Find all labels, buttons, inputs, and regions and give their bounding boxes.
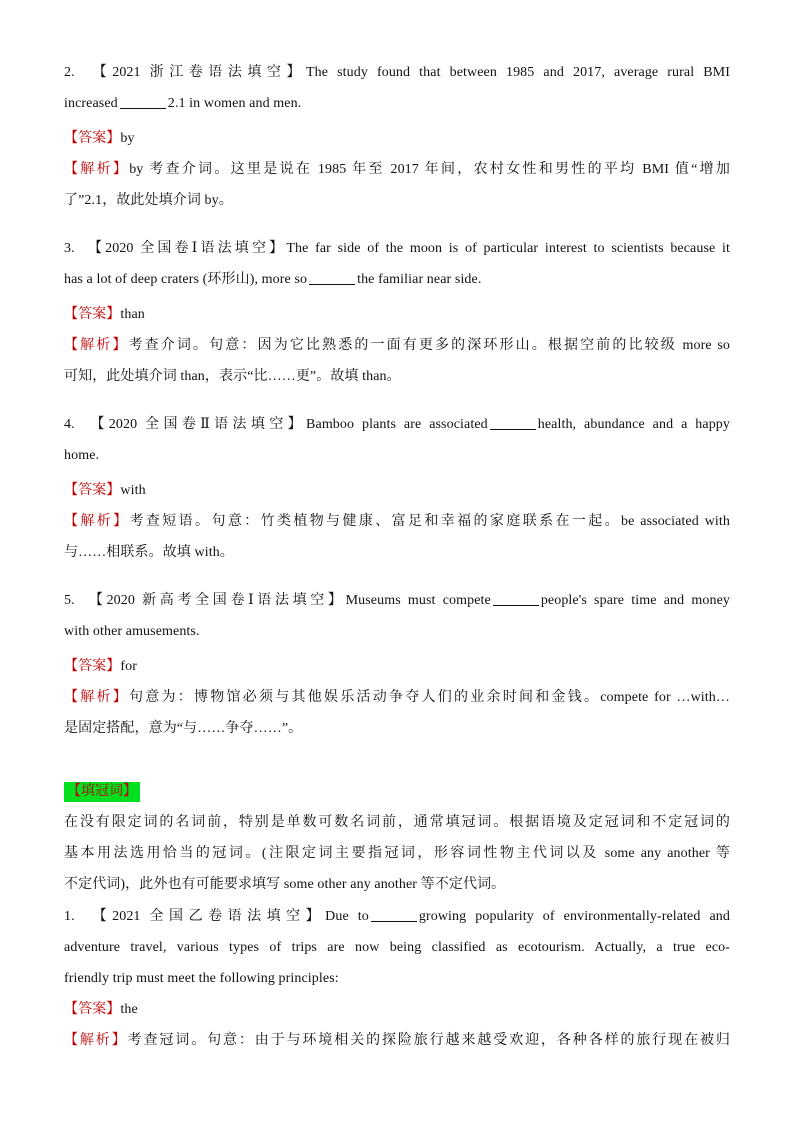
article-intro-line-3: 不定代词)，此外也有可能要求填写 some other any another 等不定代词。 [64, 877, 506, 892]
explanation-2-line-2: 了”2.1，故此处填介词 by。 [64, 193, 233, 208]
explanation-2-line-1: 【解析】by 考查介词。这里是说在 1985 年至 2017 年间，农村女性和男性的平均 BMI 值“增加 [64, 162, 731, 177]
article-intro-line-2: 基本用法选用恰当的冠词。(注限定词主要指冠词，形容词性物主代词以及 some any another 等 [64, 846, 730, 861]
answer-3: 【答案】than [64, 307, 145, 322]
question-3-line-1: 3. 【2020 全国卷Ⅰ语法填空】The far side of the moon is of particular interest to scientists because it [64, 241, 730, 256]
question-2-line-1: 2. 【2021 浙江卷语法填空】The study found that between 1985 and 2017, average rural BMI [64, 65, 730, 80]
explanation-5-line-1: 【解析】句意为：博物馆必须与其他娱乐活动争夺人们的业余时间和金钱。compete for …with… [64, 690, 730, 705]
question-article-1-line-3: friendly trip must meet the following principles: [64, 971, 339, 986]
question-3-line-2: has a lot of deep craters (环形山), more so the familiar near side. [64, 272, 482, 287]
question-4-line-2: home. [64, 448, 100, 463]
explanation-3-line-1: 【解析】考查介词。句意：因为它比熟悉的一面有更多的深环形山。根据空前的比较级 more so [64, 338, 730, 353]
answer-blank [493, 591, 539, 606]
answer-article-1: 【答案】the [64, 1002, 138, 1017]
explanation-3-line-2: 可知，此处填介词 than，表示“比……更”。故填 than。 [64, 369, 401, 384]
question-5-line-1: 5. 【2020 新高考全国卷Ⅰ语法填空】Museums must compete people's spare time and money [64, 593, 730, 608]
question-article-1-line-2: adventure travel, various types of trips are now being classified as ecotourism. Actually, a true eco- [64, 940, 730, 955]
question-4-line-1: 4. 【2020 全国卷Ⅱ语法填空】Bamboo plants are associated health, abundance and a happy [64, 417, 730, 432]
question-5-line-2: with other amusements. [64, 624, 200, 639]
answer-blank [120, 94, 166, 109]
article-intro-line-1: 在没有限定词的名词前，特别是单数可数名词前，通常填冠词。根据语境及定冠词和不定冠词的 [64, 815, 730, 830]
answer-5: 【答案】for [64, 659, 138, 674]
section-heading-article: 【填冠词】 [64, 782, 140, 802]
answer-2: 【答案】by [64, 131, 135, 146]
explanation-5-line-2: 是固定搭配，意为“与……争夺……”。 [64, 721, 303, 736]
question-article-1-line-1: 1. 【2021 全国乙卷语法填空】Due to growing popularity of environmentally-related and [64, 909, 730, 924]
answer-4: 【答案】with [64, 483, 146, 498]
answer-blank [371, 907, 417, 922]
answer-blank [309, 270, 355, 285]
answer-blank [490, 415, 536, 430]
explanation-4-line-2: 与……相联系。故填 with。 [64, 545, 234, 560]
explanation-4-line-1: 【解析】考查短语。句意：竹类植物与健康、富足和幸福的家庭联系在一起。be associated with [64, 514, 730, 529]
question-2-line-2: increased 2.1 in women and men. [64, 96, 302, 111]
explanation-article-1-line-1: 【解析】考查冠词。句意：由于与环境相关的探险旅行越来越受欢迎，各种各样的旅行现在被归 [64, 1033, 730, 1048]
